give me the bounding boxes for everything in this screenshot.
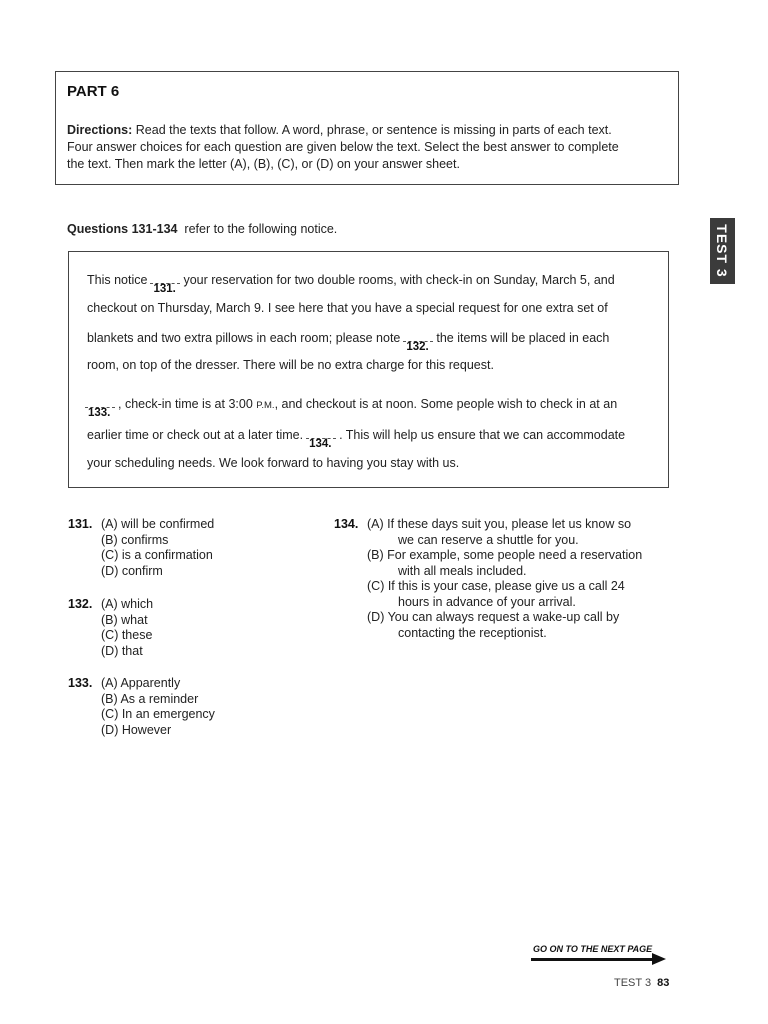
question-number: 131.: [68, 517, 93, 531]
question-number: 132.: [68, 597, 93, 611]
option-b[interactable]: (B) what: [101, 612, 148, 627]
notice-text: This notice: [87, 273, 148, 287]
test-section-tab-label: TEST 3: [714, 224, 730, 278]
pm-abbreviation: P.M.: [256, 400, 275, 411]
directions-text: [67, 122, 667, 173]
option-b[interactable]: (B) For example, some people need a reservation: [367, 548, 643, 562]
blank-134-number: 134.: [309, 438, 332, 450]
blank-132: [403, 329, 433, 353]
question-number: 134.: [334, 517, 359, 531]
questions-range: Questions 131-134: [67, 222, 178, 236]
option-d[interactable]: (D) that: [101, 643, 143, 658]
blank-134: [306, 426, 336, 450]
question-number: 133.: [68, 676, 93, 690]
notice-text: , check-in time is at 3:00: [118, 397, 253, 411]
question-133: [68, 676, 298, 740]
notice-line-4: room, on top of the dresser. There will be no extra charge for this request.: [87, 358, 494, 372]
option-d[interactable]: (D) You can always request a wake-up call by: [367, 610, 620, 624]
option-a[interactable]: (A) will be confirmed: [101, 517, 215, 531]
option-c[interactable]: (C) is a confirmation: [101, 548, 213, 562]
option-d[interactable]: (D) However: [101, 722, 172, 737]
option-b-continued: with all meals included.: [398, 563, 527, 578]
arrow-head-icon: [652, 953, 666, 965]
notice-text: earlier time or check out at a later time.: [87, 428, 304, 442]
blank-132-number: 132.: [406, 341, 429, 353]
blank-133: [85, 395, 115, 419]
option-d[interactable]: (D) confirm: [101, 563, 163, 578]
directions-label: Directions:: [67, 123, 133, 137]
blank-133-number: 133.: [88, 407, 111, 419]
blank-131-number: 131.: [153, 283, 176, 295]
go-on-next-page-text: GO ON TO THE NEXT PAGE: [533, 944, 653, 954]
notice-text: blankets and two extra pillows in each room; please note: [87, 331, 401, 345]
notice-line-3: [87, 329, 610, 353]
questions-intro: [67, 222, 337, 236]
directions-line-2: Four answer choices for each question are given below the text. Select the best answer to complete: [67, 140, 619, 154]
notice-line-6: [87, 426, 626, 450]
notice-line-2: checkout on Thursday, March 9. I see here that you have a special request for one extra set of: [87, 301, 608, 315]
option-a-continued: we can reserve a shuttle for you.: [398, 532, 579, 547]
notice-line-7: your scheduling needs. We look forward to having you stay with us.: [87, 456, 460, 470]
option-c[interactable]: (C) these: [101, 628, 153, 642]
notice-text: . This will help us ensure that we can accommodate: [339, 428, 626, 442]
test-section-tab: [710, 218, 735, 284]
footer-test-label: TEST 3: [614, 977, 652, 989]
question-131: [68, 517, 298, 581]
blank-131: [150, 271, 180, 295]
questions-intro-text: refer to the following notice.: [184, 222, 338, 236]
option-b[interactable]: (B) As a reminder: [101, 691, 199, 706]
option-a[interactable]: (A) which: [101, 597, 154, 611]
option-c[interactable]: (C) If this is your case, please give us a call 24: [367, 579, 625, 593]
notice-line-1: [87, 271, 615, 295]
directions-line-3: the text. Then mark the letter (A), (B), (C), or (D) on your answer sheet.: [67, 157, 460, 171]
question-134: [334, 517, 664, 643]
notice-text: your reservation for two double rooms, with check-in on Sunday, March 5, and: [183, 273, 615, 287]
page-number: 83: [657, 977, 670, 989]
notice-text: , and checkout is at noon. Some people wish to check in at an: [274, 397, 618, 411]
notice-line-5: [85, 395, 618, 419]
directions-line-1: Read the texts that follow. A word, phrase, or sentence is missing in parts of each text.: [135, 123, 612, 137]
page-footer: [614, 977, 669, 989]
option-b[interactable]: (B) confirms: [101, 532, 169, 547]
option-c[interactable]: (C) In an emergency: [101, 707, 215, 721]
directions-box: [55, 71, 679, 185]
part-title: PART 6: [67, 83, 120, 100]
option-a[interactable]: (A) Apparently: [101, 676, 181, 690]
notice-text: the items will be placed in each: [436, 331, 610, 345]
option-d-continued: contacting the receptionist.: [398, 625, 547, 640]
option-c-continued: hours in advance of your arrival.: [398, 594, 576, 609]
question-132: [68, 597, 298, 661]
next-page-arrow-icon: [531, 958, 653, 961]
notice-passage: [68, 251, 669, 488]
option-a[interactable]: (A) If these days suit you, please let us know so: [367, 517, 632, 531]
